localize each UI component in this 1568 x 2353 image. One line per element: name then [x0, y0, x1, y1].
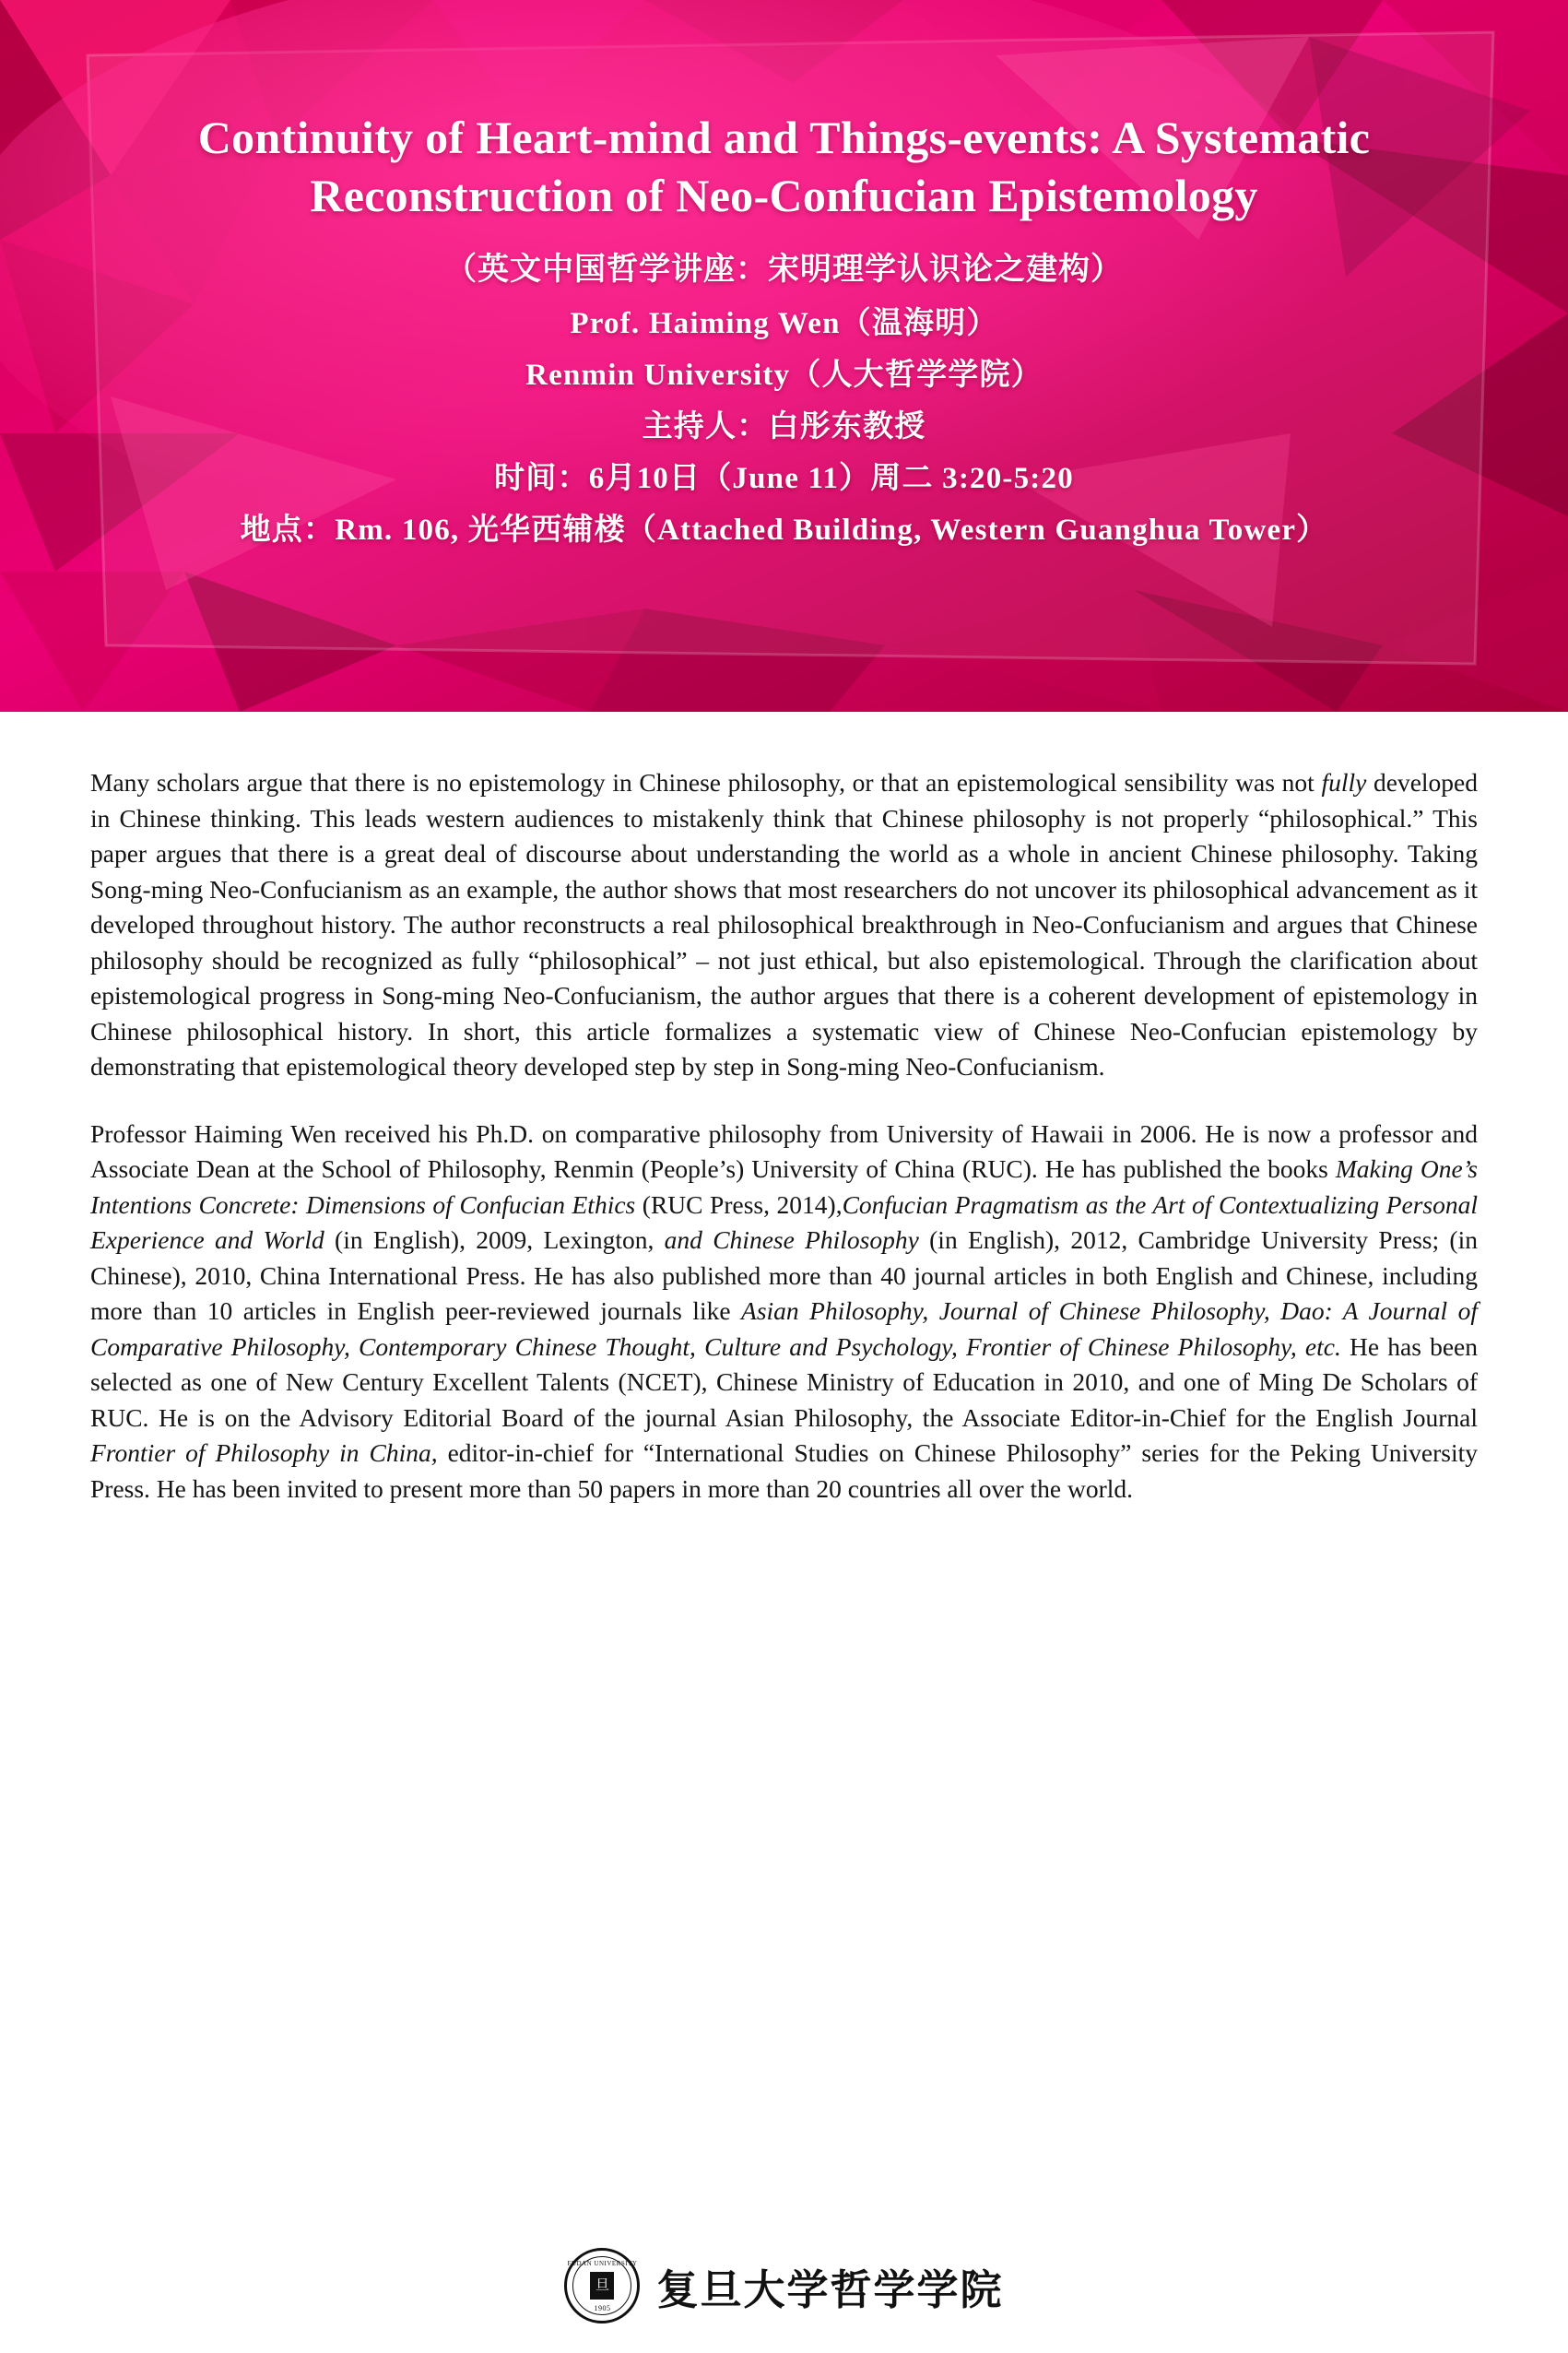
footer-branding [0, 2248, 1568, 2323]
event-location: 地点：Rm. 106, 光华西辅楼（Attached Building, Western Guanghua Tower） [240, 514, 1328, 547]
speaker-affiliation: Renmin University（人大哲学学院） [525, 359, 1043, 392]
banner-text-stack [0, 0, 1568, 712]
lecture-subtitle-chinese: （英文中国哲学讲座：宋明理学认识论之建构） [445, 253, 1123, 287]
event-time: 时间：6月10日（June 11）周二 3:20-5:20 [494, 462, 1074, 495]
seal-top-text: FUDAN UNIVERSITY [567, 2260, 638, 2267]
organization-name: 复旦大学哲学学院 [656, 2264, 1004, 2314]
speaker-bio-paragraph: Professor Haiming Wen received his Ph.D. on comparative philosophy from University of Hawaii in 2006. He is now a professor and Associate Dean at the School of Philosophy, Renmin (People’s) University of China (RUC). He has published the books Making One’s Intentions Concrete: Dimensions of Confucian Ethics (RUC Press, 2014),Confucian Pragmatism as the Art of Contextualizing Personal Experience and World (in English), 2009, Lexington, and Chinese Philosophy (in English), 2012, Cambridge University Press; (in Chinese), 2010, China International Press. He has also published more than 40 journal articles in both English and Chinese, including more than 10 articles in English peer-reviewed journals like Asian Philosophy, Journal of Chinese Philosophy, Dao: A Journal of Comparative Philosophy, Contemporary Chinese Thought, Culture and Psychology, Frontier of Chinese Philosophy, etc. He has been selected as one of New Century Excellent Talents (NCET), Chinese Ministry of Education in 2010, and one of Ming De Scholars of RUC. He is on the Advisory Editorial Board of the journal Asian Philosophy, the Associate Editor-in-Chief for the English Journal Frontier of Philosophy in China, editor-in-chief for “International Studies on Chinese Philosophy” series for the Peking University Press. He has been invited to present more than 50 papers in more than 20 countries all over the world. [90, 1118, 1478, 1503]
seal-year: 1905 [594, 2304, 611, 2312]
abstract-paragraph: Many scholars argue that there is no epistemology in Chinese philosophy, or that an epistemological sensibility was not fully developed in Chinese thinking. This leads western audiences to mistakenly think that Chinese philosophy is not properly “philosophical.” This paper argues that there is a great deal of discourse about understanding the world as a whole in ancient Chinese philosophy. Taking Song-ming Neo-Confucianism as an example, the author shows that most researchers do not uncover its philosophical advancement as it developed throughout history. The author reconstructs a real philosophical breakthrough in Neo-Confucianism and argues that Chinese philosophy should be recognized as fully “philosophical” – not just ethical, but also epistemological. Through the clarification about epistemological progress in Song-ming Neo-Confucianism, the author argues that there is a coherent development of epistemology in Chinese philosophical history. In short, this article formalizes a systematic view of Chinese Neo-Confucian epistemology by demonstrating that epistemological theory developed step by step in Song-ming Neo-Confucianism. [90, 768, 1478, 1081]
poster-banner [0, 0, 1568, 712]
fudan-seal-icon [564, 2248, 640, 2323]
poster-body [0, 712, 1568, 1507]
speaker-name: Prof. Haiming Wen（温海明） [570, 307, 998, 340]
lecture-title: Continuity of Heart-mind and Things-events: A Systematic Reconstruction of Neo-Confucian Epistemology [197, 112, 1371, 221]
event-host: 主持人：白彤东教授 [642, 410, 926, 443]
seal-character: 旦 [590, 2272, 614, 2300]
